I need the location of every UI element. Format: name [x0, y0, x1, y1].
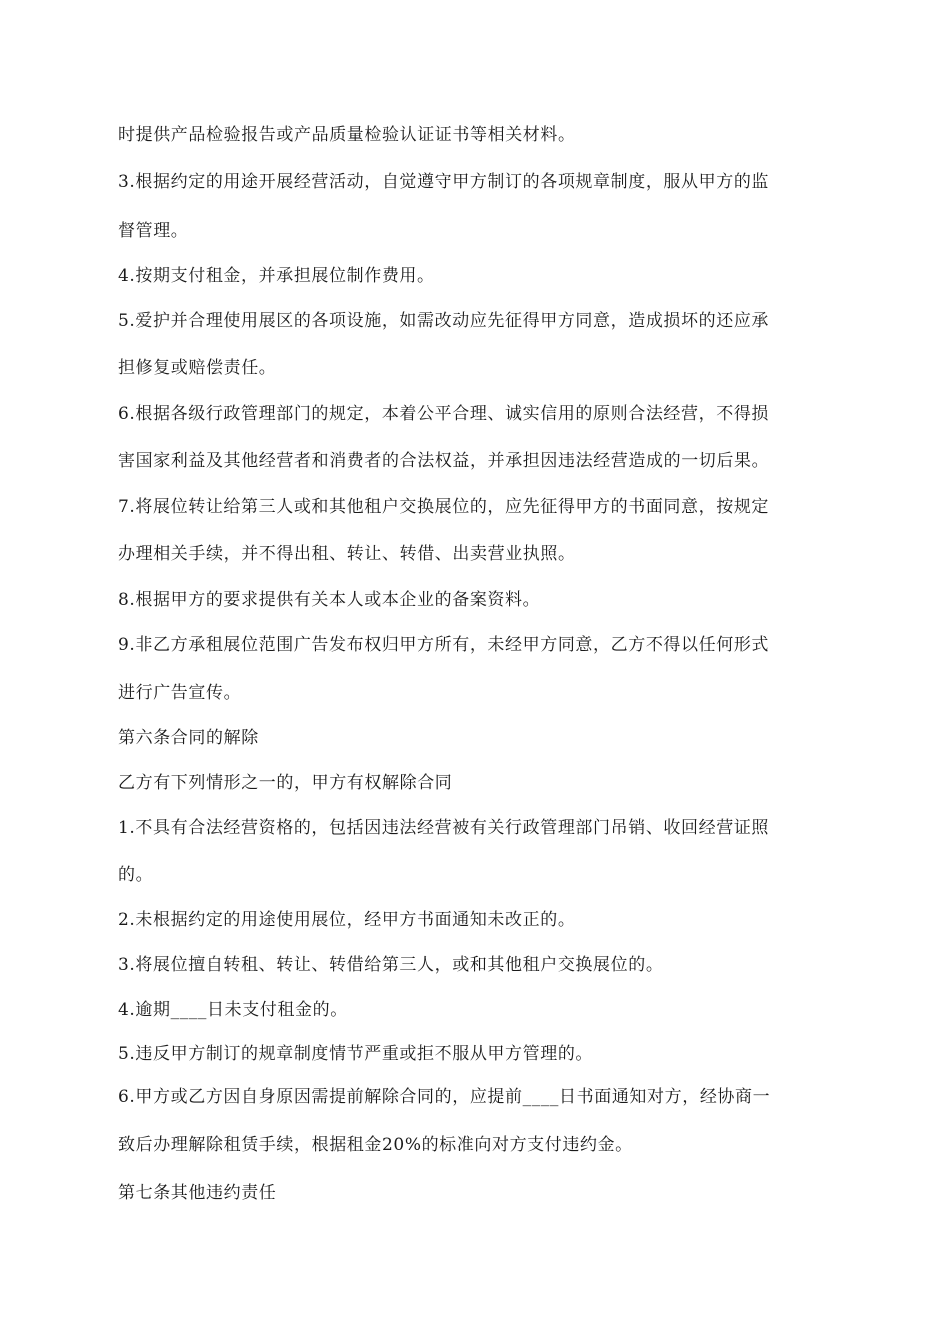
text-line: 4.逾期____日未支付租金的。	[118, 1000, 348, 1020]
text-line: 5.爱护并合理使用展区的各项设施，如需改动应先征得甲方同意，造成损坏的还应承	[118, 311, 770, 331]
text-line: 9.非乙方承租展位范围广告发布权归甲方所有，未经甲方同意，乙方不得以任何形式	[118, 635, 770, 655]
text-line: 8.根据甲方的要求提供有关本人或本企业的备案资料。	[118, 590, 541, 610]
text-line: 6.根据各级行政管理部门的规定，本着公平合理、诚实信用的原则合法经营，不得损	[118, 404, 770, 424]
section-heading: 第七条其他违约责任	[118, 1183, 277, 1203]
text-line: 乙方有下列情形之一的，甲方有权解除合同	[118, 773, 453, 793]
text-line: 6.甲方或乙方因自身原因需提前解除合同的，应提前____日书面通知对方，经协商一	[118, 1087, 771, 1107]
text-line: 7.将展位转让给第三人或和其他租户交换展位的，应先征得甲方的书面同意，按规定	[118, 497, 770, 517]
text-line: 督管理。	[118, 221, 189, 241]
text-line: 害国家利益及其他经营者和消费者的合法权益，并承担因违法经营造成的一切后果。	[118, 451, 770, 471]
text-line: 时提供产品检验报告或产品质量检验认证证书等相关材料。	[118, 125, 576, 145]
text-line: 3.将展位擅自转租、转让、转借给第三人，或和其他租户交换展位的。	[118, 955, 664, 975]
text-line: 5.违反甲方制订的规章制度情节严重或拒不服从甲方管理的。	[118, 1044, 594, 1064]
text-line: 办理相关手续，并不得出租、转让、转借、出卖营业执照。	[118, 544, 576, 564]
text-line: 3.根据约定的用途开展经营活动，自觉遵守甲方制订的各项规章制度，服从甲方的监	[118, 172, 770, 192]
text-line: 的。	[118, 865, 154, 885]
text-line: 4.按期支付租金，并承担展位制作费用。	[118, 266, 435, 286]
text-line: 1.不具有合法经营资格的，包括因违法经营被有关行政管理部门吊销、收回经营证照	[118, 818, 770, 838]
section-heading: 第六条合同的解除	[118, 728, 259, 748]
text-line: 致后办理解除租赁手续，根据租金20%的标准向对方支付违约金。	[118, 1135, 633, 1155]
text-line: 进行广告宣传。	[118, 683, 242, 703]
text-line: 担修复或赔偿责任。	[118, 358, 277, 378]
text-line: 2.未根据约定的用途使用展位，经甲方书面通知未改正的。	[118, 910, 576, 930]
